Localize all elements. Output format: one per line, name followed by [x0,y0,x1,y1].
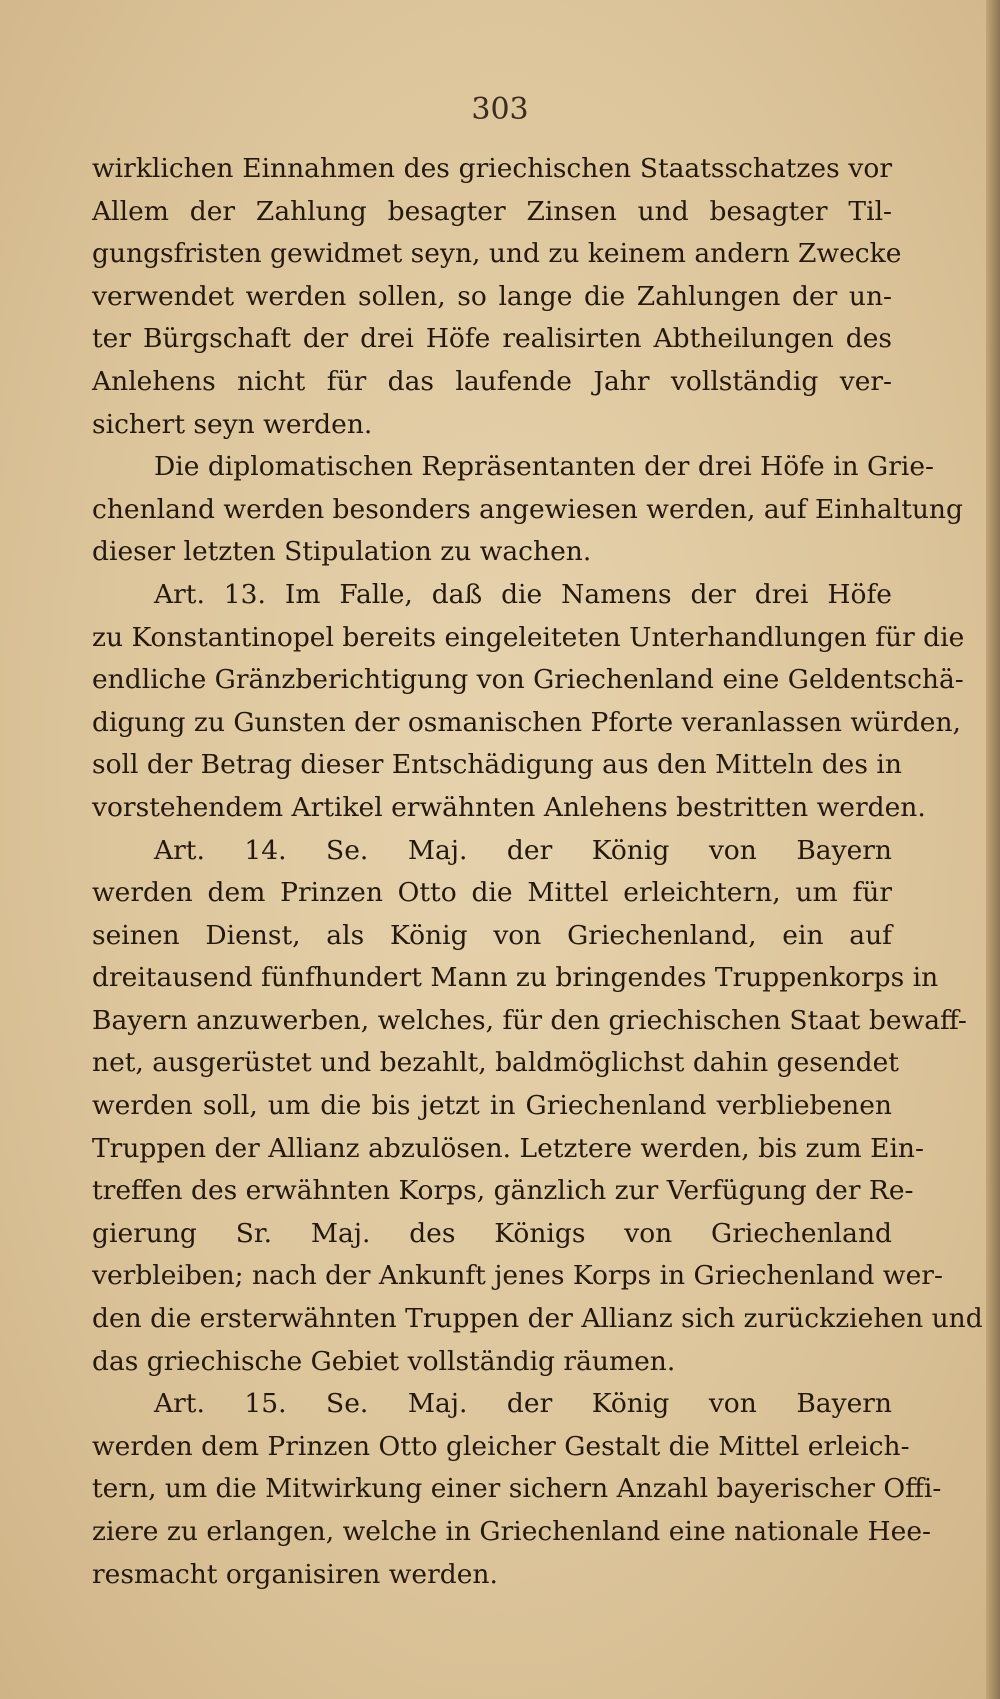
page-number: 303 [471,92,529,127]
text-line: endliche Gränzberichtigung von Griechenland eine Geldentschä- [92,664,964,696]
text-line: Allem der Zahlung besagter Zinsen und besagter Til- [92,195,892,227]
text-line: werden dem Prinzen Otto die Mittel erleichtern, um für [92,877,892,909]
text-line: vorstehendem Artikel erwähnten Anlehens bestritten werden. [92,791,926,823]
text-line: gungsfristen gewidmet seyn, und zu keinem andern Zwecke [92,238,902,270]
text-line: wirklichen Einnahmen des griechischen Staatsschatzes vor [92,153,892,184]
text-line: Truppen der Allianz abzulösen. Letztere werden, bis zum Ein- [92,1132,924,1164]
text-line: gierung Sr. Maj. des Königs von Griechenland [92,1217,892,1249]
text-line: ter Bürgschaft der drei Höfe realisirten Abtheilungen des [92,323,892,355]
text-line: Bayern anzuwerben, welches, für den griechischen Staat bewaff- [92,1004,967,1036]
article-13-heading-line: Art. 13. Im Falle, daß die Namens der drei Höfe [154,578,892,610]
text-line: dieser letzten Stipulation zu wachen. [92,536,592,568]
body-text [92,148,983,1596]
text-line: net, ausgerüstet und bezahlt, baldmöglichst dahin gesendet [92,1047,899,1079]
text-line: ziere zu erlangen, welche in Griechenland eine nationale Hee- [92,1516,931,1547]
text-line: das griechische Gebiet vollständig räumen. [92,1345,676,1377]
text-line: seinen Dienst, als König von Griechenland, ein auf [92,919,892,951]
text-line: verbleiben; nach der Ankunft jenes Korps in Griechenland wer- [92,1260,943,1292]
text-line: zu Konstantinopel bereits eingeleiteten Unterhandlungen für die [92,621,965,653]
text-line: Anlehens nicht für das laufende Jahr vollständig ver- [92,365,892,397]
text-line: dreitausend fünfhundert Mann zu bringendes Truppenkorps in [92,962,939,994]
text-line: sichert seyn werden. [92,408,373,440]
paragraph-start: Die diplomatischen Repräsentanten der drei Höfe in Grie- [154,451,934,483]
page-edge [986,0,1000,1699]
text-line: werden dem Prinzen Otto gleicher Gestalt die Mittel erleich- [92,1430,910,1462]
text-line: digung zu Gunsten der osmanischen Pforte veranlassen würden, [92,706,961,738]
text-line: tern, um die Mitwirkung einer sichern Anzahl bayerischer Offi- [92,1473,942,1505]
text-line: werden soll, um die bis jetzt in Griechenland verbliebenen [92,1090,892,1122]
text-line: resmacht organisiren werden. [92,1558,498,1590]
text-line: den die ersterwähnten Truppen der Allianz sich zurückziehen und [92,1303,983,1335]
article-15-heading-line: Art. 15. Se. Maj. der König von Bayern [154,1388,892,1420]
text-line: chenland werden besonders angewiesen werden, auf Einhaltung [92,493,963,525]
article-14-heading-line: Art. 14. Se. Maj. der König von Bayern [154,834,892,866]
text-line: treffen des erwähnten Korps, gänzlich zur Verfügung der Re- [92,1175,914,1207]
text-line: verwendet werden sollen, so lange die Zahlungen der un- [92,280,892,312]
text-line: soll der Betrag dieser Entschädigung aus den Mitteln des in [92,749,902,781]
